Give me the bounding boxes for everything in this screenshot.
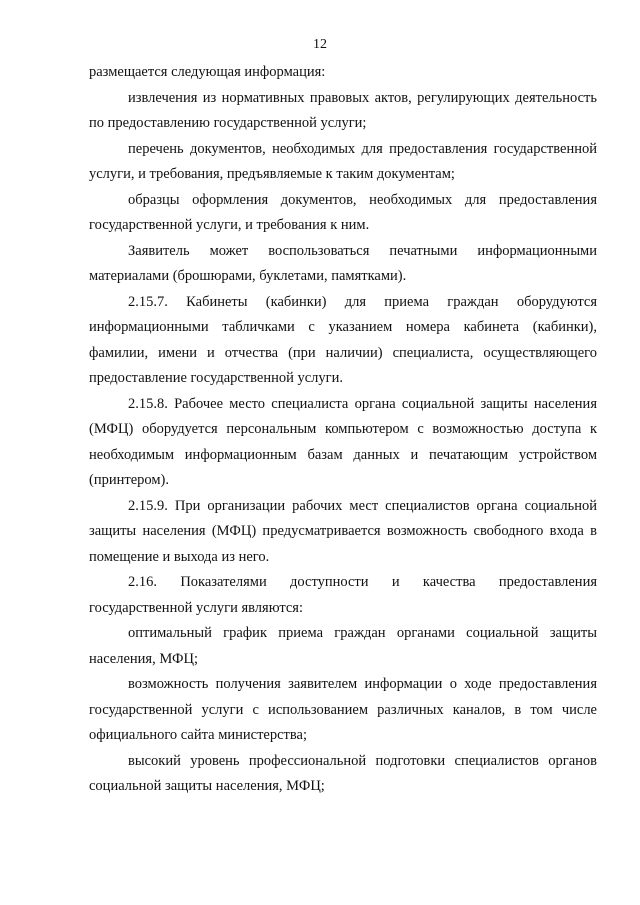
page-number: 12 <box>313 37 327 52</box>
paragraph-extracts: извлечения из нормативных правовых актов, регулирующих деятельность по предоставлению государственной услуги; <box>89 89 597 131</box>
paragraph-2-16: 2.16. Показателями доступности и качества предоставления государственной услуги являются: <box>89 574 597 616</box>
paragraph-printed-materials: Заявитель может воспользоваться печатными информационными материалами (брошюрами, буклетами, памятками). <box>89 242 597 284</box>
paragraph-schedule: оптимальный график приема граждан органами социальной защиты населения, МФЦ; <box>89 625 597 667</box>
paragraph-2-15-9: 2.15.9. При организации рабочих мест специалистов органа социальной защиты населения (МФЦ) предусматривается возможность свободного входа в помещение и выхода из него. <box>89 497 597 565</box>
document-body <box>89 60 597 800</box>
paragraph-information-channels: возможность получения заявителем информации о ходе предоставления государственной услуги с использованием различных каналов, в том числе официального сайта министерства; <box>89 676 597 743</box>
paragraph-2-15-8: 2.15.8. Рабочее место специалиста органа социальной защиты населения (МФЦ) оборудуется персональным компьютером с возможностью доступа к необходимым информационным базам данных и печатающим устройством (принтером). <box>89 395 597 488</box>
paragraph-2-15-7: 2.15.7. Кабинеты (кабинки) для приема граждан оборудуются информационными табличками с указанием номера кабинета (кабинки), фамилии, имени и отчества (при наличии) специалиста, осуществляющего предоставление государственной услуги. <box>89 293 597 386</box>
paragraph-samples: образцы оформления документов, необходимых для предоставления государственной услуги, и требования к ним. <box>89 191 597 233</box>
paragraph-documents-list: перечень документов, необходимых для предоставления государственной услуги, и требования, предъявляемые к таким документам; <box>89 140 597 182</box>
paragraph-intro: размещается следующая информация: <box>89 64 326 80</box>
paragraph-staff-training: высокий уровень профессиональной подготовки специалистов органов социальной защиты населения, МФЦ; <box>89 752 597 794</box>
